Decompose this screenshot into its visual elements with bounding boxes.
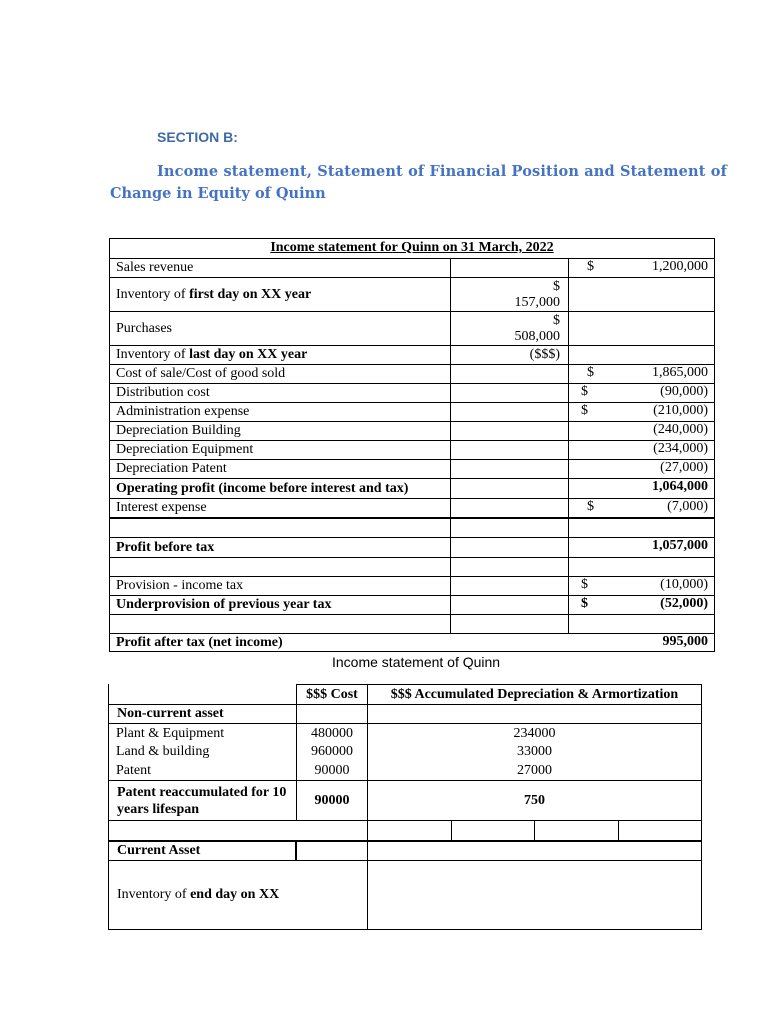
dollar-sign: $ xyxy=(581,596,588,611)
mid-cell xyxy=(450,365,568,383)
amount: 1,064,000 xyxy=(652,479,708,494)
label: Provision - income tax xyxy=(116,578,244,593)
amount-cell xyxy=(568,479,714,498)
mid-cell xyxy=(450,403,568,421)
mid-cell xyxy=(450,479,568,498)
label-prefix: Inventory of xyxy=(117,887,191,902)
current-asset-label: Current Asset xyxy=(108,841,297,861)
label xyxy=(110,558,450,576)
amount-cell xyxy=(568,634,714,651)
patent-reacc-label: Patent reaccumulated for 10 years lifespan xyxy=(108,780,297,821)
label xyxy=(110,615,450,633)
label xyxy=(110,278,450,311)
blank-row-cell xyxy=(367,820,452,841)
label: Purchases xyxy=(116,320,172,336)
row-dep-equipment xyxy=(110,441,714,460)
amount-cell xyxy=(568,346,714,364)
financial-position-table xyxy=(108,684,702,930)
amount: 1,057,000 xyxy=(652,538,708,553)
amount: (90,000) xyxy=(660,384,708,399)
asset-accum: 234000 xyxy=(513,726,556,741)
amount-cell xyxy=(568,422,714,440)
label-prefix: Inventory of xyxy=(116,347,190,362)
noncurrent-accum-cell xyxy=(367,704,702,724)
dollar-sign: $ xyxy=(587,365,594,380)
row-dep-patent xyxy=(110,460,714,479)
asset-label: Plant & Equipment xyxy=(116,726,225,741)
mid-cell xyxy=(450,615,568,633)
mid-cell xyxy=(450,346,568,364)
noncurrent-cost-cell xyxy=(296,704,368,724)
row-cost-of-sale xyxy=(110,365,714,384)
row-profit-after-tax xyxy=(110,634,714,651)
mid-cell xyxy=(450,384,568,402)
label: Interest expense xyxy=(116,500,207,515)
row-interest xyxy=(110,499,714,519)
label-bold: first day on XX year xyxy=(189,286,312,302)
income-statement-title xyxy=(110,239,714,259)
value: 157,000 xyxy=(514,294,560,310)
row-dep-building xyxy=(110,422,714,441)
section-subtitle-line1: Income statement, Statement of Financial Position and Statement of xyxy=(157,163,727,180)
amount: 1,200,000 xyxy=(652,259,708,274)
label: Administration expense xyxy=(116,404,250,419)
section-heading: SECTION B: xyxy=(157,129,238,145)
mid-cell xyxy=(450,259,568,277)
row-sales-revenue xyxy=(110,259,714,278)
blank-row-cell xyxy=(534,820,619,841)
row-blank-3 xyxy=(110,615,714,634)
amount: 995,000 xyxy=(662,634,708,649)
amount: (27,000) xyxy=(660,460,708,475)
inventory-end-value-cell xyxy=(367,860,702,930)
header-cost: $$$ Cost xyxy=(296,684,368,705)
inventory-end-label xyxy=(108,860,368,930)
current-asset-accum-cell xyxy=(367,841,702,861)
label xyxy=(110,519,450,537)
row-purchases xyxy=(110,312,714,346)
blank-row-cell xyxy=(451,820,535,841)
dollar-sign: $ xyxy=(553,312,560,328)
mid-cell xyxy=(450,278,568,311)
amount: (7,000) xyxy=(667,499,708,514)
amount-cell xyxy=(568,460,714,478)
amount-cell xyxy=(568,312,714,345)
amount-cell xyxy=(568,441,714,459)
mid-cell xyxy=(450,499,568,517)
row-underprovision xyxy=(110,596,714,615)
amount: (234,000) xyxy=(653,441,708,456)
current-asset-cost-cell xyxy=(296,841,368,861)
mid-cell xyxy=(450,577,568,595)
mid-cell xyxy=(450,312,568,345)
amount: (10,000) xyxy=(660,577,708,592)
amount-cell xyxy=(568,519,714,537)
amount-cell xyxy=(568,365,714,383)
row-blank-1 xyxy=(110,519,714,538)
mid-cell xyxy=(450,519,568,537)
amount-cell xyxy=(568,499,714,517)
amount-cell xyxy=(568,384,714,402)
dollar-sign: $ xyxy=(587,259,594,274)
mid-cell xyxy=(450,558,568,576)
noncurrent-asset-label: Non-current asset xyxy=(108,704,297,724)
label-bold: end day on XX xyxy=(190,887,280,902)
asset-cost: 480000 xyxy=(311,726,353,741)
mid-cell xyxy=(450,422,568,440)
dollar-sign: $ xyxy=(587,499,594,514)
income-statement-caption: Income statement of Quinn xyxy=(332,654,501,670)
label: Cost of sale/Cost of good sold xyxy=(116,366,286,381)
label: Underprovision of previous year tax xyxy=(116,597,332,612)
mid-cell xyxy=(450,596,568,614)
section-subtitle-line2: Change in Equity of Quinn xyxy=(110,185,326,202)
label: Depreciation Equipment xyxy=(116,442,254,457)
income-statement-table xyxy=(109,238,715,652)
row-profit-before-tax xyxy=(110,538,714,558)
asset-label: Land & building xyxy=(116,744,210,759)
row-provision-tax xyxy=(110,577,714,596)
label-prefix: Inventory of xyxy=(116,286,190,302)
row-blank-2 xyxy=(110,558,714,577)
row-inventory-first xyxy=(110,278,714,312)
asset-accum: 33000 xyxy=(517,744,552,759)
asset-label: Patent xyxy=(116,763,151,778)
label: Profit after tax (net income) xyxy=(116,634,283,650)
label: Sales revenue xyxy=(116,260,194,275)
amount: (240,000) xyxy=(653,422,708,437)
amount-cell xyxy=(568,403,714,421)
row-administration xyxy=(110,403,714,422)
blank-row-cell xyxy=(618,820,702,841)
mid-cell xyxy=(450,460,568,478)
patent-reacc-cost: 90000 xyxy=(296,780,368,821)
value: 508,000 xyxy=(514,328,560,344)
income-statement-title-text: Income statement for Quinn on 31 March, 2022 xyxy=(270,240,554,255)
asset-accum: 27000 xyxy=(517,763,552,778)
header-accumulated: $$$ Accumulated Depreciation & Armortization xyxy=(367,684,702,705)
amount-cell xyxy=(568,577,714,595)
row-distribution xyxy=(110,384,714,403)
amount: 1,865,000 xyxy=(652,365,708,380)
label-bold: last day on XX year xyxy=(189,347,308,362)
value: ($$$) xyxy=(529,347,560,362)
label: Depreciation Patent xyxy=(116,461,227,476)
amount-cell xyxy=(568,259,714,277)
mid-cell xyxy=(450,441,568,459)
label: Profit before tax xyxy=(116,539,215,555)
amount-cell xyxy=(568,538,714,557)
mid-cell xyxy=(450,538,568,557)
amount: (52,000) xyxy=(660,596,708,611)
row-operating-profit xyxy=(110,479,714,499)
amount-cell xyxy=(568,596,714,614)
amount: (210,000) xyxy=(653,403,708,418)
dollar-sign: $ xyxy=(553,278,560,294)
amount-cell xyxy=(568,278,714,311)
dollar-sign: $ xyxy=(581,403,588,418)
patent-reacc-accum: 750 xyxy=(367,780,702,821)
label: Operating profit (income before interest and tax) xyxy=(116,480,409,496)
blank-row-left xyxy=(108,820,368,841)
dollar-sign: $ xyxy=(581,384,588,399)
label: Depreciation Building xyxy=(116,423,241,438)
asset-cost: 960000 xyxy=(311,744,353,759)
asset-cost: 90000 xyxy=(314,763,350,778)
dollar-sign: $ xyxy=(581,577,588,592)
amount-cell xyxy=(568,558,714,576)
label: Distribution cost xyxy=(116,385,210,400)
label xyxy=(110,346,450,364)
amount-cell xyxy=(568,615,714,633)
row-inventory-last xyxy=(110,346,714,365)
